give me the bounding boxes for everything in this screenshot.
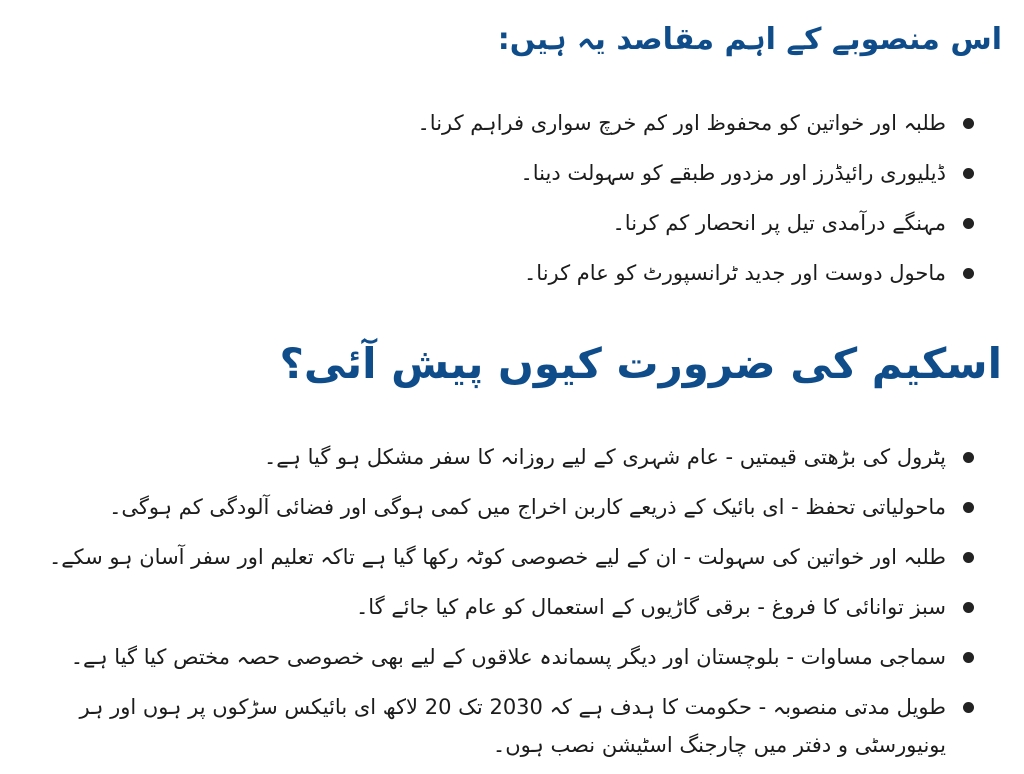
reasons-list [14,432,1008,774]
reasons-heading: اسکیم کی ضرورت کیوں پیش آئی؟ [279,339,1002,388]
reason-item [14,532,1008,582]
bullet-icon [963,552,974,563]
objectives-heading: اس منصوبے کے اہم مقاصد یہ ہیں: [497,22,1002,57]
reason-item [14,432,1008,482]
reason-item [14,582,1008,632]
reason-text: سبز توانائی کا فروغ - برقی گاڑیوں کے استعمال کو عام کیا جائے گا۔ [355,595,946,619]
objective-item [14,148,1008,198]
bullet-icon [963,218,974,229]
reason-item [14,682,1008,774]
bullet-icon [963,652,974,663]
reason-text: ماحولیاتی تحفظ - ای بائیک کے ذریعے کاربن اخراج میں کمی ہوگی اور فضائی آلودگی کم ہوگی۔ [109,495,946,519]
bullet-icon [963,602,974,613]
objective-item [14,98,1008,148]
reason-item [14,632,1008,682]
bullet-icon [963,168,974,179]
bullet-icon [963,452,974,463]
objective-item [14,198,1008,248]
reason-text: پٹرول کی بڑھتی قیمتیں - عام شہری کے لیے روزانہ کا سفر مشکل ہو گیا ہے۔ [264,445,946,469]
objective-item [14,248,1008,298]
bullet-icon [963,118,974,129]
reason-text: سماجی مساوات - بلوچستان اور دیگر پسماندہ علاقوں کے لیے بھی خصوصی حصہ مختص کیا گیا ہے۔ [70,645,946,669]
reason-text: طویل مدتی منصوبہ - حکومت کا ہدف ہے کہ 2030 تک 20 لاکھ ای بائیکس سڑکوں پر ہوں اور ہر یونیورسٹی و دفتر میں چارجنگ اسٹیشن نصب ہوں۔ [79,695,946,757]
objective-text: مہنگے درآمدی تیل پر انحصار کم کرنا۔ [612,211,946,235]
objective-text: ڈیلیوری رائیڈرز اور مزدور طبقے کو سہولت دینا۔ [520,161,946,185]
bullet-icon [963,268,974,279]
objective-text: ماحول دوست اور جدید ٹرانسپورٹ کو عام کرنا۔ [523,261,946,285]
reason-text: طلبہ اور خواتین کی سہولت - ان کے لیے خصوصی کوٹہ رکھا گیا ہے تاکہ تعلیم اور سفر آسان ہو سکے۔ [48,545,946,569]
bullet-icon [963,702,974,713]
objective-text: طلبہ اور خواتین کو محفوظ اور کم خرچ سواری فراہم کرنا۔ [417,111,946,135]
bullet-icon [963,502,974,513]
reason-item [14,482,1008,532]
objectives-list [14,98,1008,298]
